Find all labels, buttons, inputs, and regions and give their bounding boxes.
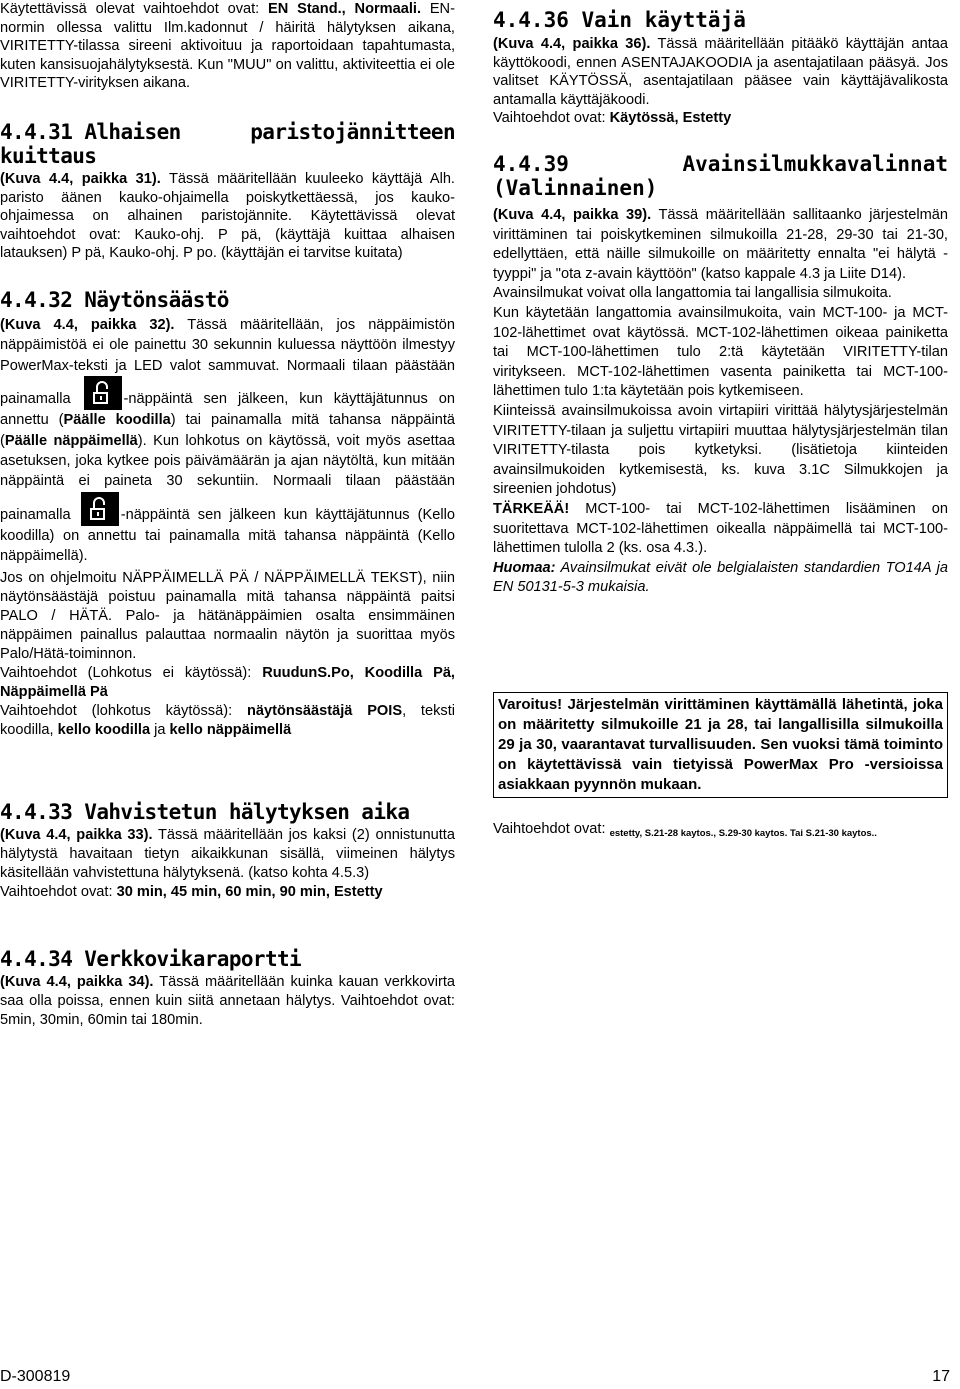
options-values: EN Stand., Normaali. [268,1,422,17]
section-4-4-31 [0,120,455,263]
options-text: EN-normin ollessa valittu Ilm.kadonnut / häiritä hälytyksen aikana, VIRITETTY-tilassa sireeni aktivoituu ja raportoidaan tapahtumasta, kuten kansisuojahälytyksestä. Kun "MUU" on valittu, aktiviteettia ei ole VIRITETTY-virityksen aikana. [0,1,455,92]
section-heading: 4.4.33 Vahvistetun hälytyksen aika [0,800,410,824]
section-text: Jos on ohjelmoitu NÄPPÄIMELLÄ PÄ / NÄPPÄIMELLÄ TEKST), niin näytönsäästäjä poistuu painamalla mitä tahansa näppäintä paitsi PALO / HÄTÄ. Palo- ja hätänäppäimien osalta ensimmäinen näppäimen painallus palauttaa normaalin näytön ja suorittaa myös Palo/Hätä-toiminnon. [0,569,455,662]
section-heading-line2: (Valinnainen) [493,176,658,200]
options-footnote: Vaihtoehdot ovat: $_{estetty, S.21-28 kaytos., S.29-30 kaytos. Tai S.21-30 kaytos..}$ [493,821,877,839]
unlock-key-icon [81,492,119,526]
warning-text: Varoitus! Järjestelmän virittäminen käyttämällä lähetintä, joka on määritetty silmukoille 21 ja 28, tai langallisilla silmukoilla 29 ja 30, vaarantavat turvallisuuden. Sen vuoksi tämä toiminto on käytettävissä vain tietyissä PowerMax Pro -versioissa asiakkaan pyynnön mukaan. [498,696,943,793]
page-number: 17 [932,1368,950,1385]
options-paragraph [0,0,455,93]
figure-ref: (Kuva 4.4, paikka 36). [493,36,651,52]
section-heading: 4.4.34 Verkkovikaraportti [0,947,302,971]
section-text: Tässä määritellään kuuleeko käyttäjä Alh. paristo äänen kauko-ohjaimella poiskytkettäessä, jos kauko-ohjaimessa on alhainen paristojännite. Käytettävissä olevat vaihtoehdot ovat: Kauko-ohj. P pä, (käyttäjä kuittaa alhaisen latauksen) P pä, Kauko-ohj. P po. (käyttäjän ei tarvitse kuitata) [0,171,455,262]
section-heading: 4.4.36 Vain käyttäjä [493,8,746,32]
section-4-4-32: 4.4.32 Näytönsäästö (Kuva 4.4, paikka 32). Tässä määritellään, jos näppäimistön näppäimistöä ei ole painettu 30 sekunnin kuluessa näyttöön ilmestyy PowerMax-teksti ja LED valot sammuvat. Normaali tilaan päästään painamalla -näppäintä sen jälkeen, kun käyttäjätunnus on annettu (Päälle koodilla) tai painamalla mitä tahansa näppäintä (Päälle näppäimellä). Kun lohkotus on käytössä, voit myös asettaa asetuksen, joka kytkee pois päivämäärän ja ajan näytöltä, kun mitään näppäintä ei paineta 30 sekuntiin. Normaali tilaan päästään painamalla -näppäintä sen jälkeen kun käyttäjätunnus (Kello koodilla) on annettu tai painamalla mitä tahansa näppäintä (Kello näppäimellä). Jos on ohjelmoitu NÄPPÄIMELLÄ PÄ / NÄPPÄIMELLÄ TEKST), niin näytönsäästäjä poistuu painamalla mitä tahansa näppäintä paitsi PALO / HÄTÄ. Palo- ja hätänäppäimien osalta ensimmäinen näppäimen painallus palauttaa normaalin näytön ja suorittaa myös Palo/Hätä-toiminnon. Vaihtoehdot (Lohkotus ei käytössä): RuudunS.Po, Koodilla Pä, Näppäimellä Pä Vaihtoehdot (lohkotus käytössä): näytönsäästäjä POIS, teksti koodilla, kello koodilla ja kello näppäimellä [0,288,455,738]
figure-ref: (Kuva 4.4, paikka 32). [0,317,175,333]
figure-ref: (Kuva 4.4, paikka 31). [0,171,161,187]
section-4-4-39: 4.4.39 Avainsilmukkavalinnat (Valinnainen) (Kuva 4.4, paikka 39). Tässä määritellään sallitaanko järjestelmän virittäminen tai poiskytkeminen silmukoilla 21-28, 29-30 tai 21-30, edellyttäen, että näille silmukoille on määritetty ennalta "ei hälytä -tyyppi" ja "ota z-avain käyttöön" (katso kappale 4.3 ja Liite D14). Avainsilmukat voivat olla langattomia tai langallisia silmukoita. Kun käytetään langattomia avainsilmukoita, vain MCT-100- ja MCT-102-lähettimet ovat käytössä. MCT-102-lähettimen oikeaa painiketta tai MCT-100-lähettimen tulo 2:tä käytetään VIRITETTY-tilan viritykseen. MCT-102-lähettimen vasenta painiketta tai MCT-100-lähettimen tulo 1:ta käytetään pois kytkemiseen. Kiinteissä avainsilmukoissa avoin virtapiiri virittää hälytysjärjestelmän VIRITETTY-tilaan ja suljettu virtapiiri muuttaa hälytysjärjestelmän tilan VIRITETTY-tilasta pois kytketyksi. (lisätietoja kiinteiden avainsilmukoiden kytkemisestä, ks. kuva 3.1C Silmukkojen ja sireenien johdotus) TÄRKEÄÄ! MCT-100- tai MCT-102-lähettimen lisääminen on suoritettava MCT-102-lähettimen oikealla näppäimellä tai MCT-100-lähettimen tulolla 2 (ks. osa 4.3.). Huomaa: Avainsilmukat eivät ole belgialaisten standardien TO14A ja EN 50131-5-3 mukaisia. [493,152,948,596]
figure-ref: (Kuva 4.4, paikka 34). [0,974,154,990]
unlock-key-icon [84,376,122,410]
section-heading: 4.4.39 Avainsilmukkavalinnat [493,152,948,176]
figure-ref: (Kuva 4.4, paikka 33). [0,827,153,843]
section-4-4-33: 4.4.33 Vahvistetun hälytyksen aika (Kuva 4.4, paikka 33). Tässä määritellään jos kaksi (2) onnistunutta hälytystä havaitaan tietyn aikaikkunan sisällä, viimeinen hälytys käsitellään vahvistettuna hälytyksenä. (katso kohta 4.5.3) Vaihtoehdot ovat: 30 min, 45 min, 60 min, 90 min, Estetty [0,800,455,900]
section-4-4-36: 4.4.36 Vain käyttäjä (Kuva 4.4, paikka 36). Tässä määritellään pitääkö käyttäjän antaa käyttökoodi, ennen ASENTAJAKOODIA ja asentajatilaan pääsyä. Jos valitset KÄYTÖSSÄ, asentajatilaan pääsee vain käyttäjävalikosta antamalla käyttäjäkoodi. Vaihtoehdot ovat: Käytössä, Estetty [493,8,948,127]
warning-box [493,692,948,798]
section-heading: 4.4.32 Näytönsäästö [0,288,229,312]
section-heading-line2: kuittaus [0,144,97,168]
document-code: D-300819 [0,1368,71,1385]
section-4-4-34: 4.4.34 Verkkovikaraportti (Kuva 4.4, paikka 34). Tässä määritellään kuinka kauan verkkovirta saa olla poissa, ennen kuin siitä annetaan hälytys. Vaihtoehdot ovat: 5min, 30min, 60min tai 180min. [0,947,455,1028]
figure-ref: (Kuva 4.4, paikka 39). [493,207,652,223]
section-heading: 4.4.31 Alhaisen paristojännitteen [0,120,455,144]
options-label: Käytettävissä olevat vaihtoehdot ovat: [0,1,260,17]
